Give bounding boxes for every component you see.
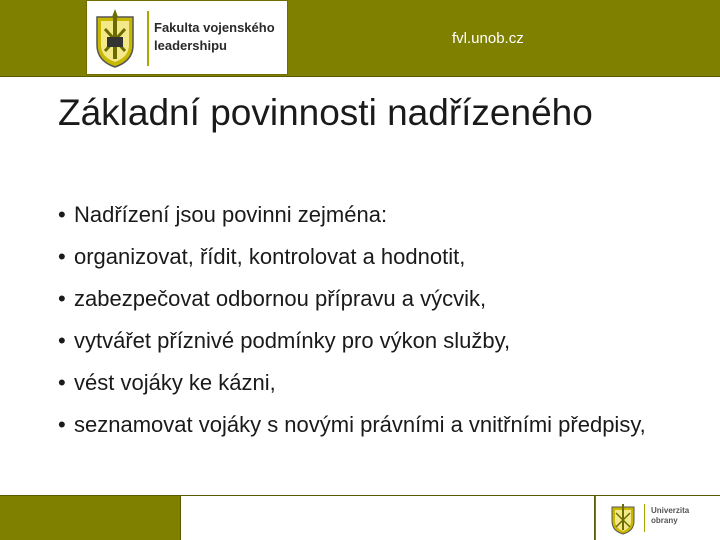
slide-title: Základní povinnosti nadřízeného [58, 92, 593, 133]
list-item [58, 244, 698, 270]
list-item [58, 328, 698, 354]
shield-icon [93, 7, 137, 69]
footer-bar [0, 495, 720, 540]
bullet-text: vytvářet příznivé podmínky pro výkon služby, [74, 328, 511, 353]
header-bar [0, 0, 720, 77]
footer-left-block [0, 496, 180, 540]
bullet-icon: • [58, 286, 66, 311]
university-name: Univerzita obrany [651, 506, 690, 525]
university-logo[interactable] [596, 496, 720, 540]
faculty-name: Fakulta vojenského leadershipu [154, 20, 275, 53]
bullet-icon: • [58, 328, 66, 353]
list-item [58, 370, 698, 396]
shield-icon [610, 501, 636, 535]
faculty-logo[interactable] [86, 0, 288, 75]
footer-center-block [180, 496, 595, 540]
bullet-text: zabezpečovat odbornou přípravu a výcvik, [74, 286, 487, 311]
bullet-text: vést vojáky ke kázni, [74, 370, 276, 395]
bullet-icon: • [58, 202, 66, 227]
bullet-text: organizovat, řídit, kontrolovat a hodnotit, [74, 244, 466, 269]
bullet-list [58, 202, 698, 454]
bullet-text: Nadřízení jsou povinni zejména: [74, 202, 388, 227]
bullet-text: seznamovat vojáky s novými právními a vnitřními předpisy, [74, 412, 646, 437]
bullet-icon: • [58, 244, 66, 269]
site-url[interactable]: fvl.unob.cz [452, 30, 524, 47]
logo-divider [644, 504, 645, 532]
list-item [58, 412, 698, 438]
bullet-icon: • [58, 370, 66, 395]
list-item [58, 286, 698, 312]
list-item [58, 202, 698, 228]
bullet-icon: • [58, 412, 66, 437]
logo-divider [147, 11, 149, 66]
